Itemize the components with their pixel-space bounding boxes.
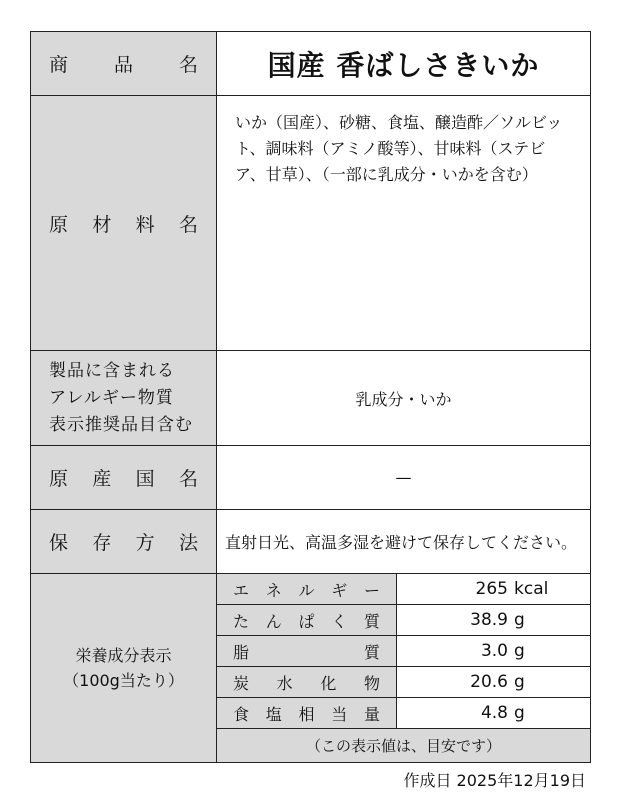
allergens-label-line: 製品に含まれる: [49, 360, 175, 381]
ingredients-header: [31, 96, 217, 350]
allergens-header: [31, 351, 217, 445]
nutrient-name: エネルギー: [233, 580, 380, 600]
nutrient-value: 38.9: [470, 610, 508, 630]
nutrition-row: [31, 574, 590, 762]
origin-row: [31, 446, 590, 510]
nutrient-value: 4.8: [480, 703, 508, 723]
nutrition-label-line: （100g当たり）: [63, 671, 184, 690]
origin-header: [31, 446, 217, 509]
nutrition-item: [217, 636, 590, 667]
nutrient-name: たんぱく質: [233, 611, 380, 631]
nutrient-unit: g: [514, 641, 525, 661]
storage-label: 保存方法: [49, 532, 198, 554]
nutrition-label-line: 栄養成分表示: [75, 646, 172, 665]
ingredients-row: [31, 96, 590, 351]
product-label: 商品名: [49, 54, 198, 76]
storage-row: [31, 510, 590, 574]
nutrition-item: [217, 667, 590, 698]
nutrient-value: 20.6: [470, 672, 508, 692]
origin-value: —: [395, 468, 412, 487]
nutrition-item: [217, 698, 590, 729]
nutrient-value: 265: [475, 579, 508, 599]
ingredients-label: 原材料名: [49, 213, 198, 236]
storage-value: 直射日光、高温多湿を避けて保存してください。: [225, 533, 578, 552]
nutrient-name: 食塩相当量: [233, 704, 380, 724]
storage-header: [31, 510, 217, 573]
nutrition-note: （この表示値は、目安です）: [217, 729, 590, 762]
nutrient-name: 脂質: [233, 642, 380, 662]
nutrient-unit: g: [514, 703, 525, 723]
food-label-table: [30, 31, 591, 763]
created-date: 作成日 2025年12月19日: [403, 771, 586, 790]
product-name: 国産 香ばしさきいか: [267, 48, 540, 82]
nutrition-header: [31, 574, 217, 762]
nutrient-value: 3.0: [480, 641, 508, 661]
nutrition-table: [217, 574, 590, 762]
allergens-label-line: アレルギー物質: [49, 387, 174, 408]
nutrient-unit: kcal: [514, 579, 549, 599]
origin-label: 原産国名: [49, 468, 198, 490]
allergens-label-line: 表示推奨品目含む: [49, 414, 193, 435]
nutrient-unit: g: [514, 610, 525, 630]
nutrient-name: 炭水化物: [233, 673, 380, 693]
nutrition-item: [217, 605, 590, 636]
nutrition-item: [217, 574, 590, 605]
allergens-row: [31, 351, 590, 446]
nutrient-unit: g: [514, 672, 525, 692]
product-row: [31, 32, 590, 96]
product-header: [31, 32, 217, 95]
ingredients-value: いか（国産）、砂糖、食塩、醸造酢／ソルビット、調味料（アミノ酸等）、甘味料（ステビア、甘草）、（一部に乳成分・いかを含む）: [235, 113, 563, 184]
allergens-value: 乳成分・いか: [355, 389, 452, 409]
